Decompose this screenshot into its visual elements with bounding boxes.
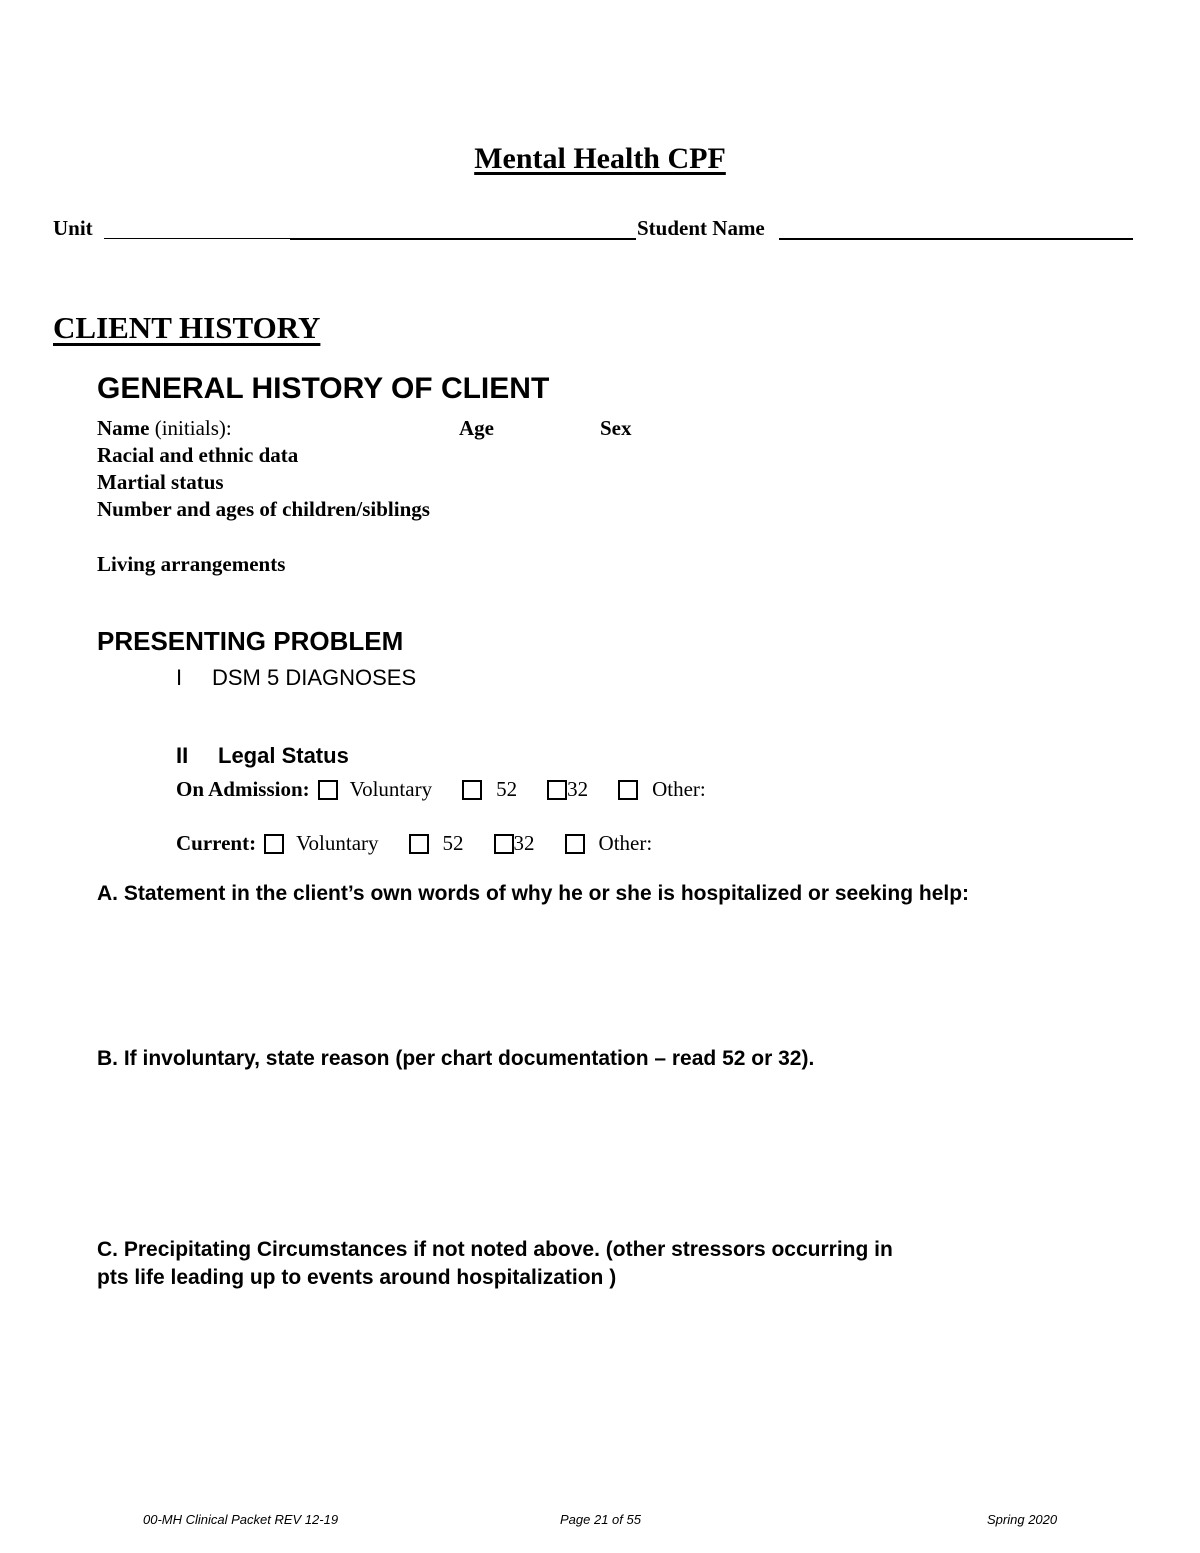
current-voluntary-label: Voluntary [296, 831, 379, 855]
current-52-label: 52 [442, 831, 464, 855]
page-title [0, 142, 1200, 176]
current-52-checkbox[interactable] [409, 834, 429, 854]
admission-32-checkbox[interactable] [547, 780, 567, 800]
current-voluntary-checkbox[interactable] [264, 834, 284, 854]
current-row [176, 831, 652, 856]
question-c-line1: C. Precipitating Circumstances if not noted above. (other stressors occurring in [97, 1238, 893, 1261]
current-32-label: 32 [513, 831, 535, 855]
sex-label: Sex [600, 416, 632, 440]
legal-status-label: Legal Status [218, 743, 349, 768]
page-title-text: Mental Health CPF [474, 142, 726, 175]
question-a: A. Statement in the client’s own words of why he or she is hospitalized or seeking help: [97, 882, 970, 905]
marital-status-label: Martial status [97, 470, 224, 494]
on-admission-row [176, 777, 706, 802]
section-title: CLIENT HISTORY [53, 310, 321, 345]
name-label: Name [97, 416, 150, 440]
on-admission-label: On Admission: [176, 777, 310, 801]
racial-ethnic-label: Racial and ethnic data [97, 443, 299, 467]
presenting-problem-heading: PRESENTING PROBLEM [97, 626, 404, 656]
current-32-checkbox[interactable] [494, 834, 514, 854]
admission-voluntary-checkbox[interactable] [318, 780, 338, 800]
footer-term: Spring 2020 [987, 1512, 1058, 1527]
admission-52-label: 52 [496, 777, 518, 801]
admission-52-checkbox[interactable] [462, 780, 482, 800]
question-c-line2: pts life leading up to events around hospitalization ) [97, 1266, 617, 1289]
children-siblings-label: Number and ages of children/siblings [97, 497, 430, 521]
question-b: B. If involuntary, state reason (per chart documentation – read 52 or 32). [97, 1047, 815, 1070]
current-other-label: Other: [598, 831, 653, 855]
student-name-field-line[interactable] [779, 216, 1133, 240]
unit-label: Unit [53, 216, 93, 240]
dsm-item-number: I [176, 665, 183, 690]
name-hint: (initials): [154, 416, 232, 440]
living-arrangements-label: Living arrangements [97, 552, 286, 576]
unit-field-line[interactable] [290, 216, 636, 240]
dsm-diagnoses-label: DSM 5 DIAGNOSES [212, 665, 417, 690]
general-history-heading: GENERAL HISTORY OF CLIENT [97, 372, 550, 405]
current-label: Current: [176, 831, 257, 855]
student-name-label: Student Name [637, 216, 765, 240]
admission-other-label: Other: [652, 777, 706, 801]
footer-packet-revision: 00-MH Clinical Packet REV 12-19 [143, 1512, 339, 1527]
legal-status-item-number: II [176, 743, 189, 768]
current-other-checkbox[interactable] [565, 834, 585, 854]
admission-voluntary-label: Voluntary [349, 777, 433, 801]
admission-32-label: 32 [567, 777, 589, 801]
age-label: Age [459, 416, 494, 440]
unit-field-line-thin[interactable] [104, 216, 290, 239]
admission-other-checkbox[interactable] [618, 780, 638, 800]
footer-page-number: Page 21 of 55 [560, 1512, 641, 1527]
name-row [97, 416, 232, 441]
